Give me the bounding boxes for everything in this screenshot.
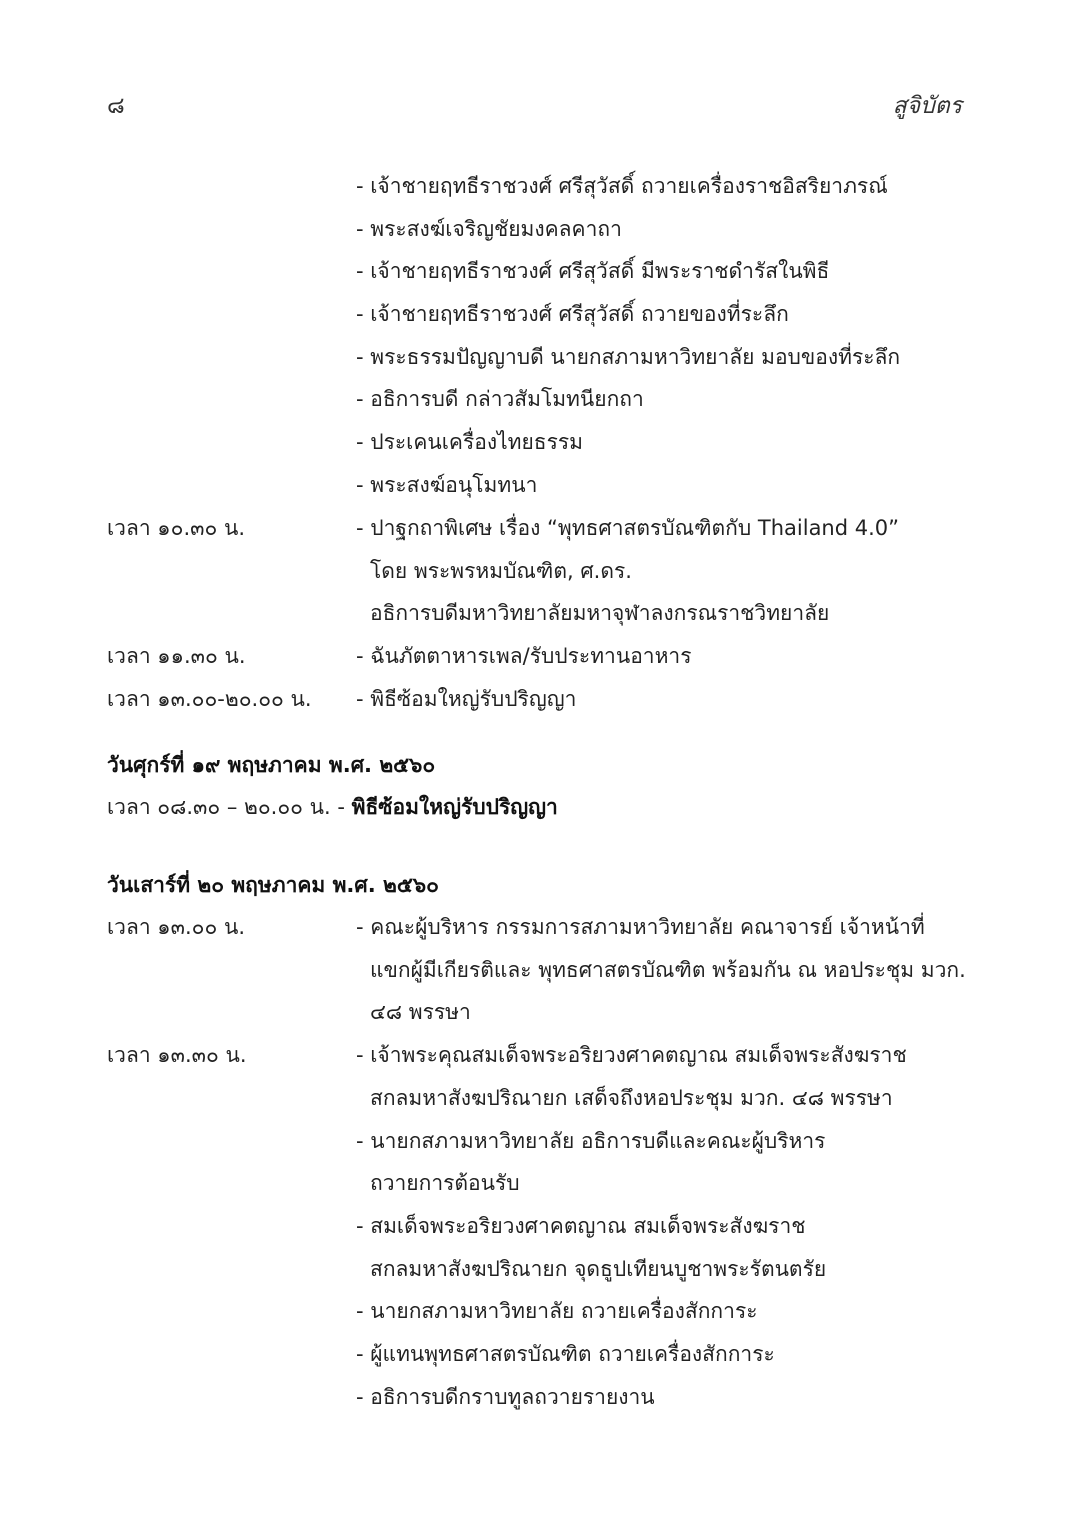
page-number: ๘ [107,93,125,119]
schedule-item: - อธิการบดีกราบทูลถวายรายงาน [356,1385,655,1409]
schedule-item: พิธีซ้อมใหญ่รับปริญญา [351,795,558,819]
time-label: เวลา ๑๐.๓๐ น. [107,516,246,540]
schedule-item: - พระสงฆ์เจริญชัยมงคลคาถา [356,217,622,241]
schedule-item: - ปาฐกถาพิเศษ เรื่อง “พุทธศาสตรบัณฑิตกับ Thailand 4.0” [356,516,900,540]
schedule-item-continuation: ๔๘ พรรษา [370,1000,471,1024]
schedule-item: - เจ้าชายฤทธีราชวงศ์ ศรีสุวัสดิ์ มีพระราชดำรัสในพิธี [356,259,830,283]
time-label: เวลา ๑๑.๓๐ น. [107,644,246,668]
schedule-item-continuation: อธิการบดีมหาวิทยาลัยมหาจุฬาลงกรณราชวิทยาลัย [370,601,830,625]
schedule-item: - พระสงฆ์อนุโมทนา [356,473,538,497]
schedule-item: - สมเด็จพระอริยวงศาคตญาณ สมเด็จพระสังฆราช [356,1214,806,1238]
running-title: สูจิบัตร [892,93,962,119]
time-label: เวลา ๑๓.๐๐ น. [107,915,246,939]
time-label: เวลา ๐๘.๓๐ – ๒๐.๐๐ น. - [107,795,352,819]
schedule-item-continuation: ถวายการต้อนรับ [370,1171,520,1195]
schedule-item: - ฉันภัตตาหารเพล/รับประทานอาหาร [356,644,692,668]
schedule-item: - เจ้าชายฤทธีราชวงศ์ ศรีสุวัสดิ์ ถวายของที่ระลึก [356,302,789,326]
schedule-item: - อธิการบดี กล่าวสัมโมทนียกถา [356,387,644,411]
schedule-item-continuation: แขกผู้มีเกียรติและ พุทธศาสตรบัณฑิต พร้อมกัน ณ หอประชุม มวก. [370,958,966,982]
day-heading: วันเสาร์ที่ ๒๐ พฤษภาคม พ.ศ. ๒๕๖๐ [107,873,439,897]
schedule-item: - เจ้าพระคุณสมเด็จพระอริยวงศาคตญาณ สมเด็จพระสังฆราช [356,1043,907,1067]
schedule-item-continuation: โดย พระพรหมบัณฑิต, ศ.ดร. [370,559,632,583]
day-heading: วันศุกร์ที่ ๑๙ พฤษภาคม พ.ศ. ๒๕๖๐ [107,753,436,777]
time-label: เวลา ๑๓.๐๐-๒๐.๐๐ น. [107,687,312,711]
schedule-item-continuation: สกลมหาสังฆปริณายก เสด็จถึงหอประชุม มวก. ๔๘ พรรษา [370,1086,893,1110]
time-label: เวลา ๑๓.๓๐ น. [107,1043,247,1067]
schedule-item-continuation: สกลมหาสังฆปริณายก จุดธูปเทียนบูชาพระรัตนตรัย [370,1257,827,1281]
schedule-item: - นายกสภามหาวิทยาลัย อธิการบดีและคณะผู้บริหาร [356,1129,826,1153]
schedule-item: - พระธรรมปัญญาบดี นายกสภามหาวิทยาลัย มอบของที่ระลึก [356,345,901,369]
schedule-item: - เจ้าชายฤทธีราชวงศ์ ศรีสุวัสดิ์ ถวายเครื่องราชอิสริยาภรณ์ [356,174,888,198]
schedule-item: - ประเคนเครื่องไทยธรรม [356,430,584,454]
schedule-item: - นายกสภามหาวิทยาลัย ถวายเครื่องสักการะ [356,1299,758,1323]
schedule-row [107,792,558,822]
schedule-item: - พิธีซ้อมใหญ่รับปริญญา [356,687,577,711]
schedule-item: - คณะผู้บริหาร กรรมการสภามหาวิทยาลัย คณาจารย์ เจ้าหน้าที่ [356,915,925,939]
schedule-item: - ผู้แทนพุทธศาสตรบัณฑิต ถวายเครื่องสักการะ [356,1342,775,1366]
